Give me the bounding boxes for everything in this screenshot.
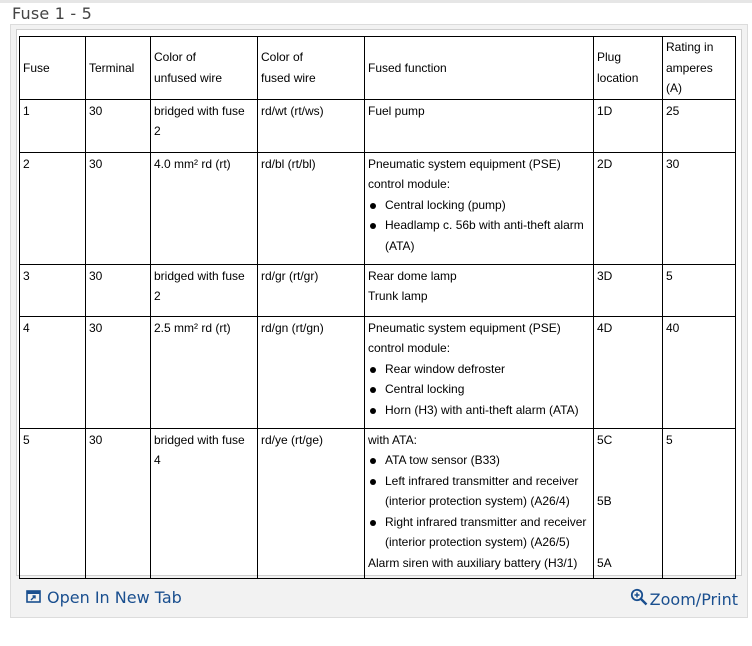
header-rating-line2: amperes (A) (666, 60, 713, 95)
function-line: Trunk lamp (368, 289, 428, 303)
bullet-item: Horn (H3) with anti-theft alarm (ATA) (368, 400, 590, 421)
table-row (20, 428, 736, 578)
cell-rating: 30 (663, 152, 736, 264)
function-text: Pneumatic system equipment (PSE) control module: (368, 320, 561, 355)
cell-rating: 5 (663, 428, 736, 578)
bullet-item: Headlamp c. 56b with anti-theft alarm (ATA) (368, 215, 590, 256)
bullet-item: ATA tow sensor (B33) (368, 450, 590, 471)
function-bullet-list (368, 450, 590, 553)
bullet-item: Left infrared transmitter and receiver (interior protection system) (A26/4) (368, 471, 590, 512)
cell-function (365, 428, 594, 578)
zoom-print-label: Zoom/Print (649, 589, 738, 609)
header-color-fused-line1: Color of (261, 50, 304, 65)
table-row (20, 152, 736, 264)
cell-terminal: 30 (86, 316, 151, 428)
cell-function (365, 99, 594, 152)
cell-terminal: 30 (86, 264, 151, 316)
cell-fuse: 3 (20, 264, 86, 316)
zoom-print-link[interactable] (630, 588, 738, 610)
cell-plug: 4D (594, 316, 663, 428)
cell-unfused-wire: bridged with fuse 2 (151, 264, 258, 316)
function-text: with ATA: (368, 432, 417, 447)
header-fuse: Fuse (20, 37, 86, 100)
cell-fused-wire: rd/gn (rt/gn) (258, 316, 365, 428)
cell-rating: 25 (663, 99, 736, 152)
cell-fuse: 2 (20, 152, 86, 264)
header-rating (663, 37, 736, 100)
cell-fused-wire: rd/wt (rt/ws) (258, 99, 365, 152)
plug-value: 5C (597, 432, 613, 447)
cell-fuse: 1 (20, 99, 86, 152)
bullet-item: Rear window defroster (368, 359, 590, 380)
cell-unfused-wire: bridged with fuse 4 (151, 428, 258, 578)
cell-plug: 1D (594, 99, 663, 152)
cell-function (365, 152, 594, 264)
open-in-new-tab-label: Open In New Tab (47, 588, 182, 607)
cell-terminal: 30 (86, 152, 151, 264)
header-color-unfused-line2: unfused wire (154, 70, 223, 85)
external-window-icon (26, 588, 41, 607)
cell-terminal: 30 (86, 428, 151, 578)
header-color-fused (258, 37, 365, 100)
cell-fuse: 5 (20, 428, 86, 578)
fuse-table (19, 36, 736, 579)
header-rating-line1: Rating in (666, 40, 714, 54)
cell-rating: 5 (663, 264, 736, 316)
cell-plug (594, 428, 663, 578)
header-color-fused-line2: fused wire (261, 70, 316, 85)
cell-function (365, 316, 594, 428)
cell-terminal: 30 (86, 99, 151, 152)
function-bullet-list (368, 359, 590, 421)
bullet-item: Central locking (pump) (368, 195, 590, 216)
header-color-unfused (151, 37, 258, 100)
function-text: Pneumatic system equipment (PSE) control module: (368, 156, 561, 191)
function-line: Rear dome lamp (368, 268, 457, 283)
open-in-new-tab-link[interactable] (26, 588, 182, 607)
cell-fused-wire: rd/ye (rt/ge) (258, 428, 365, 578)
table-row (20, 99, 736, 152)
table-row (20, 316, 736, 428)
bullet-item: Right infrared transmitter and receiver (interior protection system) (A26/5) (368, 512, 590, 553)
cell-rating: 40 (663, 316, 736, 428)
plug-value: 5A (597, 555, 612, 570)
table-row (20, 264, 736, 316)
top-divider (0, 0, 752, 3)
cell-plug: 2D (594, 152, 663, 264)
header-fused-function: Fused function (365, 37, 594, 100)
cell-fused-wire: rd/bl (rt/bl) (258, 152, 365, 264)
function-bullet-list (368, 195, 590, 257)
cell-unfused-wire: 2.5 mm² rd (rt) (151, 316, 258, 428)
cell-fused-wire: rd/gr (rt/gr) (258, 264, 365, 316)
cell-unfused-wire: bridged with fuse 2 (151, 99, 258, 152)
plug-spacer (597, 450, 659, 491)
document-image (16, 29, 742, 576)
table-header-row (20, 37, 736, 100)
cell-plug: 3D (594, 264, 663, 316)
header-color-unfused-line1: Color of (154, 50, 197, 65)
bullet-item: Central locking (368, 379, 590, 400)
cell-function (365, 264, 594, 316)
cell-unfused-wire: 4.0 mm² rd (rt) (151, 152, 258, 264)
plug-spacer (597, 512, 659, 553)
page-title: Fuse 1 - 5 (12, 4, 93, 23)
header-plug-location: Plug location (594, 37, 663, 100)
plug-value: 5B (597, 494, 612, 508)
header-terminal: Terminal (86, 37, 151, 100)
magnifier-plus-icon (630, 588, 648, 610)
function-after-text: Alarm siren with auxiliary battery (H3/1) (368, 555, 578, 570)
cell-fuse: 4 (20, 316, 86, 428)
function-text: Fuel pump (368, 103, 425, 118)
